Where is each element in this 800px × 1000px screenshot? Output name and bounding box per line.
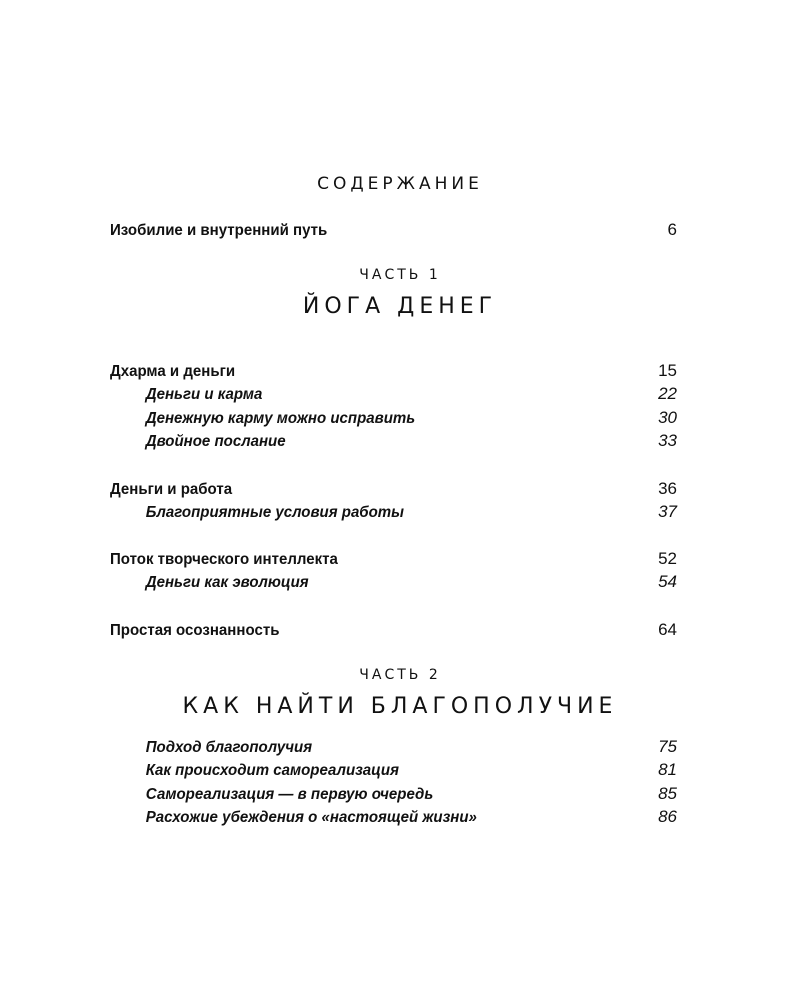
toc-subentry-page: 75 [658,737,677,756]
toc-subentry-title: Денежную карму можно исправить [145,410,416,427]
part-2-label: ЧАСТЬ 2 [359,667,441,683]
toc-entry [110,479,677,501]
toc-entry-page: 6 [667,220,677,239]
toc-entry [110,361,677,383]
toc-subentry [110,502,677,524]
toc-entry-intro [110,220,677,242]
toc-entry-title: Деньги и работа [110,481,233,498]
toc-entry-page: 64 [658,620,677,639]
toc-subentry-page: 30 [658,408,677,427]
toc-subentry-page: 22 [658,384,677,403]
toc-subentry-title: Как происходит самореализация [145,762,399,779]
toc-subentry [110,760,677,782]
toc-entry-title: Поток творческого интеллекта [110,551,338,568]
toc-entry-title: Простая осознанность [110,622,280,639]
toc-entry-page: 36 [658,479,677,498]
toc-entry-page: 52 [658,549,677,568]
toc-entry-title: Дхарма и деньги [110,363,236,380]
toc-subentry-page: 37 [658,502,677,521]
toc-subentry-title: Деньги и карма [145,386,263,403]
toc-subentry-title: Расхожие убеждения о «настоящей жизни» [145,809,477,826]
toc-subentry-title: Деньги как эволюция [145,574,309,591]
toc-subentry-title: Подход благополучия [145,739,313,756]
toc-subentry-page: 81 [658,760,677,779]
toc-subentry-title: Благоприятные условия работы [145,504,405,521]
toc-subentry-page: 86 [658,807,677,826]
toc-entry [110,549,677,571]
toc-entry [110,620,677,642]
toc-subentry [110,384,677,406]
toc-subentry [110,737,677,759]
toc-subentry-title: Двойное послание [145,433,286,450]
toc-subentry [110,784,677,806]
toc-entry-page: 15 [658,361,677,380]
toc-subentry-page: 85 [658,784,677,803]
toc-heading: СОДЕРЖАНИЕ [317,174,483,194]
part-1-label: ЧАСТЬ 1 [359,267,441,283]
toc-subentry [110,431,677,453]
toc-subentry [110,572,677,594]
part-1-title: ЙОГА ДЕНЕГ [302,294,498,319]
toc-entry-title: Изобилие и внутренний путь [110,222,328,239]
toc-subentry [110,807,677,829]
toc-subentry-page: 54 [658,572,677,591]
part-2-title: КАК НАЙТИ БЛАГОПОЛУЧИЕ [182,694,618,719]
toc-subentry-page: 33 [658,431,677,450]
toc-subentry-title: Самореализация — в первую очередь [145,786,434,803]
toc-subentry [110,408,677,430]
